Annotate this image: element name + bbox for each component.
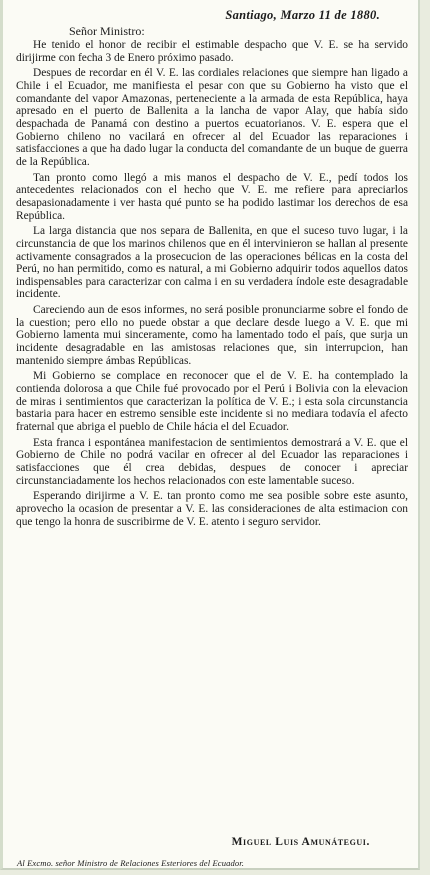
paragraph: Careciendo aun de esos informes, no será posible pronunciarme sobre el fondo de la cuestion; pero ello no puede obstar a que declare desde luego a V. E. que mi Gobierno lamenta mui sinceramente, como ha lamentado todo el país, que surja un incidente desagradable en las amistosas relaciones que, sin interrupcion, han mantenido siempre ámbas Repúblicas. <box>16 304 408 367</box>
paragraph: Tan pronto como llegó a mis manos el despacho de V. E., pedí todos los antecedentes relacionados con el hecho que V. E. me refiere para apreciarlos desapasionadamente i ver hasta qué punto se ha podido lastimar los derechos de esa República. <box>16 171 408 222</box>
paragraph: He tenido el honor de recibir el estimable despacho que V. E. se ha servido dirijirme con fecha 3 de Enero próximo pasado. <box>16 39 408 64</box>
paragraph: Mi Gobierno se complace en reconocer que el de V. E. ha contemplado la contienda dolorosa a que Chile fué provocado por el Perú i Bolivia con la elevacion de miras i sentimientos que caracterizan la política de V. E.; i esta sola circunstancia bastaria para hacer en estremo sensible este incidente si no mediara todavía el afecto fraternal que abriga el pueblo de Chile hácia el del Ecuador. <box>16 370 408 434</box>
paragraph: Esta franca i espontánea manifestacion de sentimientos demostrará a V. E. que el Gobierno de Chile no podrá vacilar en ofrecer al del Ecuador las reparaciones i satisfacciones que él crea debidas, despues de conocer i apreciar circunstanciadamente los hechos relacionados con este lamentable suceso. <box>16 436 408 487</box>
paragraph: Esperando dirijirme a V. E. tan pronto como me sea posible sobre este asunto, aprovecho la ocasion de presentar a V. E. las consideraciones de alta estimacion con que tengo la honra de suscribirme de V. E. atento i seguro servidor. <box>16 490 408 528</box>
salutation: Señor Ministro: <box>69 24 145 38</box>
paragraph: La larga distancia que nos separa de Ballenita, en que el suceso tuvo lugar, i la circunstancia de que los marinos chilenos que en él intervinieron se hallan al presente activamente consagrados a la prosecucion de las operaciones bélicas en la costa del Perú, no han permitido, como es natural, a mi Gobierno adquirir todos aquellos datos indispensables para caracterizar con calma i en su verdadera índole este desagradable incidente. <box>16 225 408 301</box>
signature: Miguel Luis Amunátegui. <box>231 836 370 848</box>
letter-body <box>16 39 408 531</box>
addressee-note: Al Excmo. señor Ministro de Relaciones Esteriores del Ecuador. <box>17 858 245 868</box>
paragraph: Despues de recordar en él V. E. las cordiales relaciones que siempre han ligado a Chile i el Ecuador, me manifiesta el pesar con que su Gobierno ha visto que el comandante del vapor Amazonas, perteneciente a la armada de esta República, haya apresado en el puerto de Ballenita a la lancha de vapor Alay, que había sido despachada de Panamá con destino a puertos ecuatorianos. V. E. espera que el Gobierno chileno no vacilará en ofrecer al del Ecuador las reparaciones i satisfacciones a que ha dado lugar la conducta del comandante de un buque de guerra de la República. <box>16 67 408 168</box>
dateline: Santiago, Marzo 11 de 1880. <box>225 8 380 22</box>
